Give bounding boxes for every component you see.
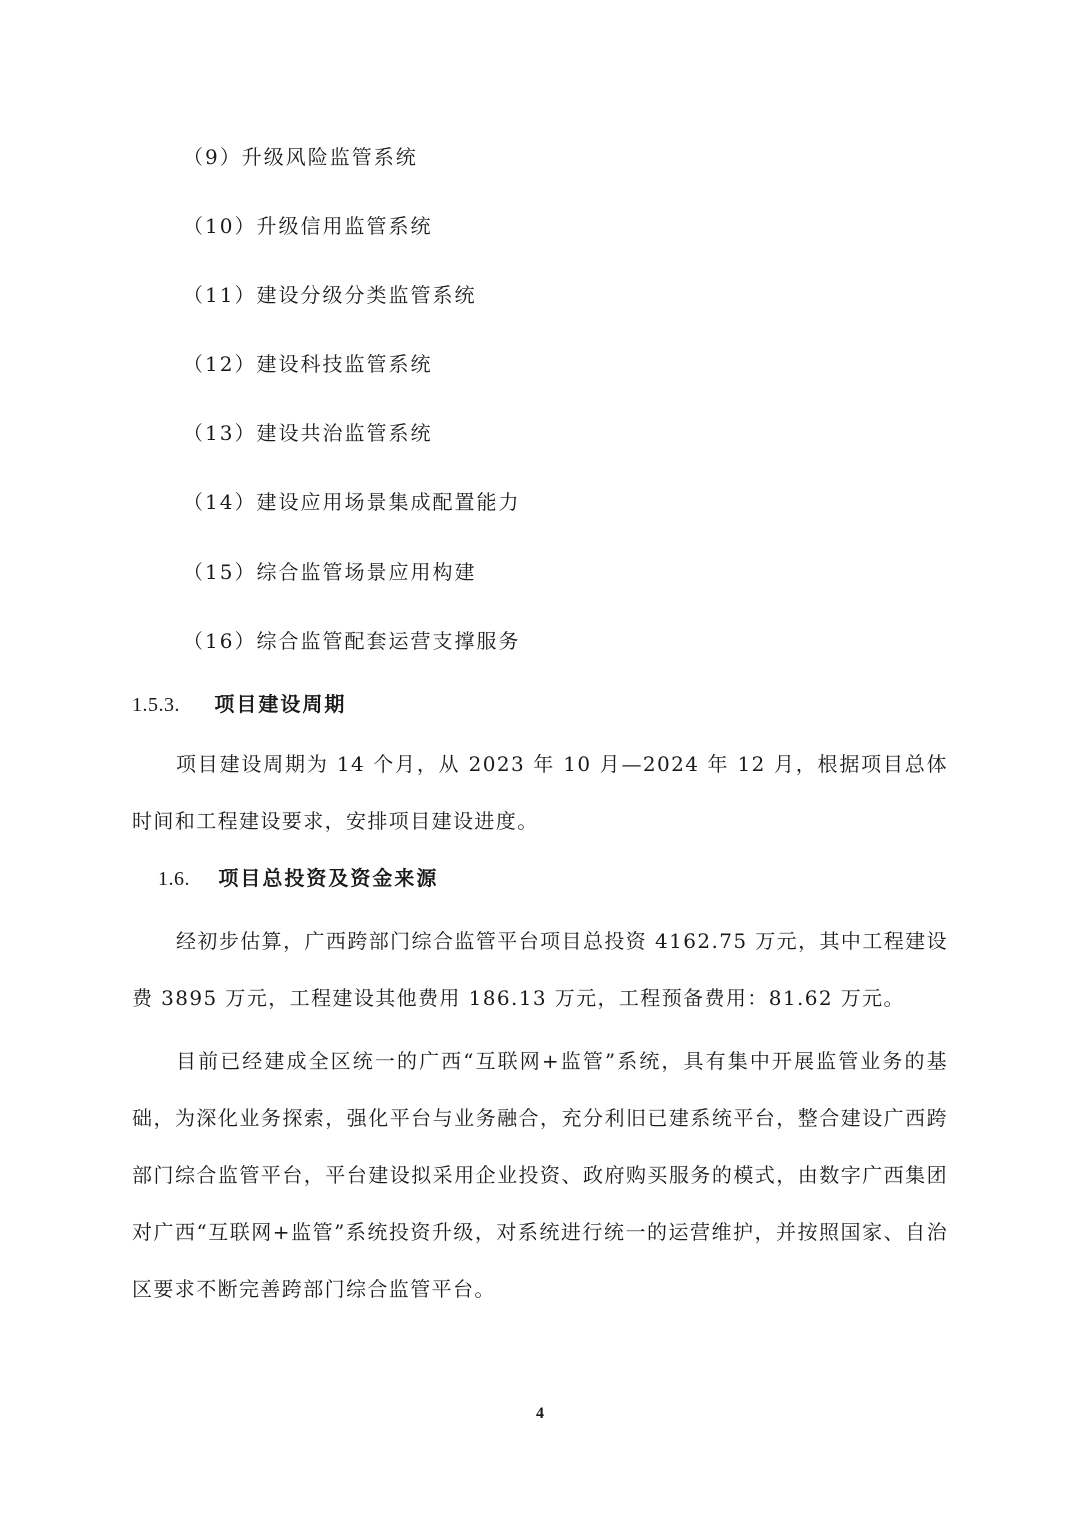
paragraph-investment: 经初步估算，广西跨部门综合监管平台项目总投资 4162.75 万元，其中工程建设费 3895 万元，工程建设其他费用 186.13 万元，工程预备费用：81.62 万元。 <box>132 929 948 1010</box>
list-item: （15）综合监管场景应用构建 <box>183 560 477 584</box>
section-heading-1-6 <box>158 864 438 893</box>
list-item: （13）建设共治监管系统 <box>183 421 433 445</box>
list-item: （16）综合监管配套运营支撑服务 <box>183 629 521 653</box>
list-item: （14）建设应用场景集成配置能力 <box>183 490 521 514</box>
section-heading-1-5-3 <box>132 690 346 719</box>
page-number: 4 <box>536 1405 544 1422</box>
section-number: 1.6. <box>158 868 190 890</box>
section-title: 项目总投资及资金来源 <box>218 866 439 890</box>
list-item: （9）升级风险监管系统 <box>183 145 418 169</box>
section-number: 1.5.3. <box>132 694 180 716</box>
list-item: （10）升级信用监管系统 <box>183 214 433 238</box>
list-item: （12）建设科技监管系统 <box>183 352 433 376</box>
paragraph-funding-source: 目前已经建成全区统一的广西“互联网+监管”系统，具有集中开展监管业务的基础，为深化业务探索，强化平台与业务融合，充分利旧已建系统平台，整合建设广西跨部门综合监管平台，平台建设拟采用企业投资、政府购买服务的模式，由数字广西集团对广西“互联网+监管”系统投资升级，对系统进行统一的运营维护，并按照国家、自治区要求不断完善跨部门综合监管平台。 <box>132 1049 948 1301</box>
paragraph-construction-period: 项目建设周期为 14 个月，从 2023 年 10 月—2024 年 12 月，根据项目总体时间和工程建设要求，安排项目建设进度。 <box>132 752 948 833</box>
section-title: 项目建设周期 <box>214 692 347 716</box>
list-item: （11）建设分级分类监管系统 <box>183 283 477 307</box>
